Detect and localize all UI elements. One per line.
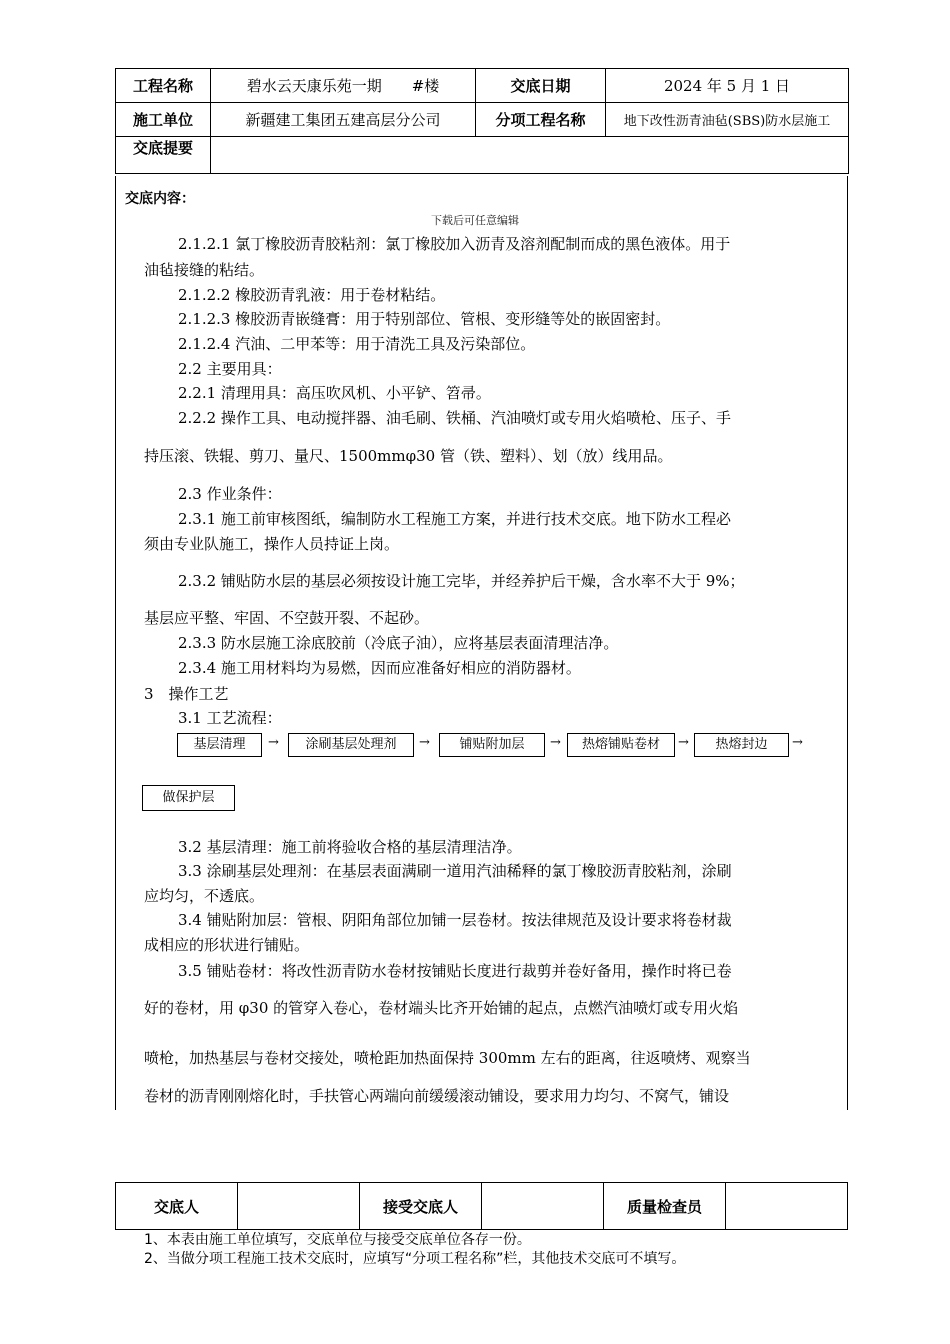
content-line: 3.2 基层清理：施工前将验收合格的基层清理洁净。 [178, 838, 522, 856]
summary-label: 交底提要 [116, 137, 211, 174]
content-line: 成相应的形状进行铺贴。 [144, 936, 310, 954]
content-line: 2.1.2.1 氯丁橡胶沥青胶粘剂：氯丁橡胶加入沥青及溶剂配制而成的黑色液体。用于 [178, 235, 731, 253]
content-line: 2.3 作业条件： [178, 485, 282, 503]
content-line: 2.2.2 操作工具、电动搅拌器、油毛刷、铁桶、汽油喷灯或专用火焰喷枪、压子、手 [178, 409, 731, 427]
content-line: 卷材的沥青刚刚熔化时，手扶管心两端向前缓缓滚动铺设，要求用力均匀、不窝气，铺设 [144, 1087, 730, 1105]
flow-arrow: → [792, 735, 803, 750]
unit-label: 施工单位 [116, 103, 211, 137]
inspector-value [726, 1183, 848, 1230]
content-line: 2.1.2.3 橡胶沥青嵌缝膏：用于特别部位、管根、变形缝等处的嵌固密封。 [178, 310, 671, 328]
content-line: 3 操作工艺 [144, 685, 229, 703]
content-line: 2.1.2.4 汽油、二甲苯等：用于清洗工具及污染部位。 [178, 335, 536, 353]
header-table-wrapper [115, 68, 848, 174]
summary-value [211, 137, 849, 174]
flow-arrow: → [268, 735, 279, 750]
flow-step-6: 做保护层 [142, 785, 235, 811]
flow-step-1: 基层清理 [177, 733, 262, 757]
footer-note: 1、本表由施工单位填写，交底单位与接受交底单位各存一份。 [144, 1232, 531, 1248]
content-line: 油毡接缝的粘结。 [144, 261, 265, 279]
flow-arrow: → [678, 735, 689, 750]
flow-arrow: → [419, 735, 430, 750]
content-line: 持压滚、铁辊、剪刀、量尺、1500mmφ30 管（铁、塑料）、划（放）线用品。 [144, 447, 673, 465]
content-title: 交底内容： [125, 191, 195, 207]
giver-label: 交底人 [116, 1183, 238, 1230]
subproject-value: 地下改性沥青油毡(SBS)防水层施工 [606, 103, 849, 137]
date-label: 交底日期 [476, 69, 606, 103]
content-line: 2.2.1 清理用具：高压吹风机、小平铲、笤帚。 [178, 384, 491, 402]
content-line: 2.3.4 施工用材料均为易燃，因而应准备好相应的消防器材。 [178, 659, 581, 677]
project-name-label: 工程名称 [116, 69, 211, 103]
inspector-label: 质量检查员 [604, 1183, 726, 1230]
content-line: 2.1.2.2 橡胶沥青乳液：用于卷材粘结。 [178, 286, 446, 304]
content-line: 须由专业队施工，操作人员持证上岗。 [144, 535, 400, 553]
receiver-label: 接受交底人 [360, 1183, 482, 1230]
content-line: 3.4 铺贴附加层：管根、阴阳角部位加铺一层卷材。按法律规范及设计要求将卷材裁 [178, 911, 732, 929]
footer-note: 2、当做分项工程施工技术交底时，应填写“分项工程名称”栏，其他技术交底可不填写。 [144, 1251, 686, 1267]
content-line: 2.3.3 防水层施工涂底胶前（冷底子油），应将基层表面清理洁净。 [178, 634, 619, 652]
content-line: 3.1 工艺流程： [178, 709, 282, 727]
flow-step-3: 铺贴附加层 [439, 733, 545, 757]
flow-arrow: → [550, 735, 561, 750]
watermark: 下载后可任意编辑 [431, 214, 519, 227]
flow-step-4: 热熔铺贴卷材 [567, 733, 675, 757]
content-line: 喷枪，加热基层与卷材交接处，喷枪距加热面保持 300mm 左右的距离，往返喷烤、观察当 [144, 1049, 751, 1067]
content-line: 好的卷材，用 φ30 的管穿入卷心，卷材端头比齐开始铺的起点，点燃汽油喷灯或专用火焰 [144, 999, 739, 1017]
flow-step-5: 热熔封边 [694, 733, 789, 757]
content-line: 2.3.2 铺贴防水层的基层必须按设计施工完毕，并经养护后干燥，含水率不大于 9%； [178, 572, 745, 590]
content-line: 2.2 主要用具： [178, 360, 282, 378]
subproject-label: 分项工程名称 [476, 103, 606, 137]
date-value: 2024 年 5 月 1 日 [606, 69, 849, 103]
giver-value [238, 1183, 360, 1230]
signature-table [115, 1182, 848, 1230]
flow-step-2: 涂刷基层处理剂 [288, 733, 414, 757]
header-table [115, 68, 849, 174]
content-line: 应均匀，不透底。 [144, 887, 265, 905]
receiver-value [482, 1183, 604, 1230]
unit-value: 新疆建工集团五建高层分公司 [211, 103, 476, 137]
content-line: 3.3 涂刷基层处理剂：在基层表面满刷一道用汽油稀释的氯丁橡胶沥青胶粘剂，涂刷 [178, 862, 732, 880]
content-line: 2.3.1 施工前审核图纸，编制防水工程施工方案，并进行技术交底。地下防水工程必 [178, 510, 731, 528]
project-name-value: 碧水云天康乐苑一期 #楼 [211, 69, 476, 103]
content-line: 基层应平整、牢固、不空鼓开裂、不起砂。 [144, 609, 430, 627]
content-line: 3.5 铺贴卷材：将改性沥青防水卷材按铺贴长度进行裁剪并卷好备用，操作时将已卷 [178, 962, 732, 980]
